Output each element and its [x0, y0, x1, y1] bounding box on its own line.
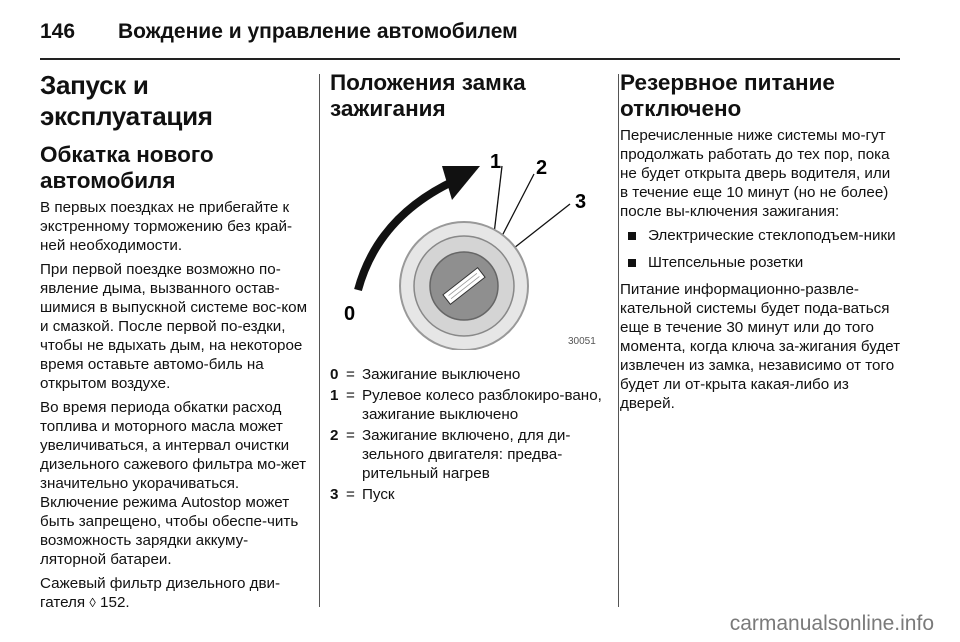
legend-text: Зажигание включено, для ди-зельного двигателя: предва-рительный нагрев	[362, 427, 571, 482]
bullet-square-icon	[628, 232, 636, 240]
legend-text: Рулевое колесо разблокиро-вано, зажигание выключено	[362, 387, 602, 423]
paragraph: Перечисленные ниже системы мо-гут продолжать работать до тех пор, пока не будет открыта дверь водителя, или в течение еще 10 минут (но не более) после вы-ключения зажигания:	[620, 127, 891, 220]
figure-label-1: 1	[490, 151, 502, 173]
legend-eq: =	[346, 427, 355, 444]
legend-key: 1	[330, 387, 339, 404]
cross-reference[interactable]	[40, 574, 308, 612]
paragraph: При первой поездке возможно по-явление дыма, вызванного остав-шимися в выпускной системе вос-ком и смазкой. После первой по-ездки, чтобы не вдыхать дым, на некоторое время оставьте автомо-биль на открытом воздухе.	[40, 261, 308, 392]
column-middle	[330, 70, 605, 504]
reference-text: Сажевый фильтр дизельного дви-гателя	[40, 575, 281, 611]
header-rule	[40, 58, 900, 60]
figure-label-0: 0	[344, 303, 356, 325]
figure-code: 30051	[568, 336, 596, 347]
legend-text: Зажигание выключено	[362, 366, 521, 383]
legend-key: 0	[330, 366, 339, 383]
legend-eq: =	[346, 387, 355, 404]
subheading-ignition-positions: Положения замка зажигания	[330, 70, 526, 121]
legend-text: Пуск	[362, 486, 395, 503]
column-right	[620, 70, 902, 418]
subheading-break-in: Обкатка нового автомобиля	[40, 142, 214, 193]
figure-legend	[330, 365, 605, 504]
legend-eq: =	[346, 486, 355, 503]
paragraph: В первых поездках не прибегайте к экстренному торможению без край-ней необходимости.	[40, 199, 293, 254]
figure-label-3: 3	[575, 191, 587, 213]
bullet-square-icon	[628, 259, 636, 267]
page-header	[40, 14, 518, 50]
running-title: Вождение и управление автомобилем	[118, 20, 518, 43]
column-left	[40, 70, 308, 617]
ignition-lock-figure	[330, 138, 602, 350]
legend-key: 2	[330, 427, 339, 444]
section-title: Запуск и эксплуатация	[40, 70, 213, 131]
subheading-retained-power: Резервное питание отключено	[620, 70, 835, 121]
column-divider	[618, 74, 619, 607]
figure-label-2: 2	[536, 157, 548, 179]
legend-key: 3	[330, 486, 339, 503]
reference-page: 152.	[100, 594, 130, 611]
page-number: 146	[40, 20, 76, 43]
list-item	[620, 253, 902, 272]
bullet-list	[620, 226, 902, 272]
list-item-text: Штепсельные розетки	[648, 254, 804, 271]
list-item	[620, 226, 902, 245]
column-divider	[319, 74, 320, 607]
legend-eq: =	[346, 366, 355, 383]
watermark: carmanualsonline.info	[729, 612, 934, 635]
paragraph: Во время периода обкатки расход топлива и моторного масла может увеличиваться, а интервал очистки дизельного сажевого фильтра мо-жет значительно укорачиваться. Включение режима Autostop может быть запрещено, чтобы обеспе-чить возможность зарядки аккуму-ляторной батареи.	[40, 399, 307, 568]
list-item-text: Электрические стеклоподъем-ники	[648, 227, 896, 244]
paragraph: Питание информационно-развле-кательной системы будет пода-ваться еще в течение 30 минут или до того момента, когда ключа за-жигания будет извлечен из замка, независимо от того будет ли от-крыта какая-либо из дверей.	[620, 281, 901, 412]
reference-arrow-icon: ◊	[89, 595, 96, 610]
